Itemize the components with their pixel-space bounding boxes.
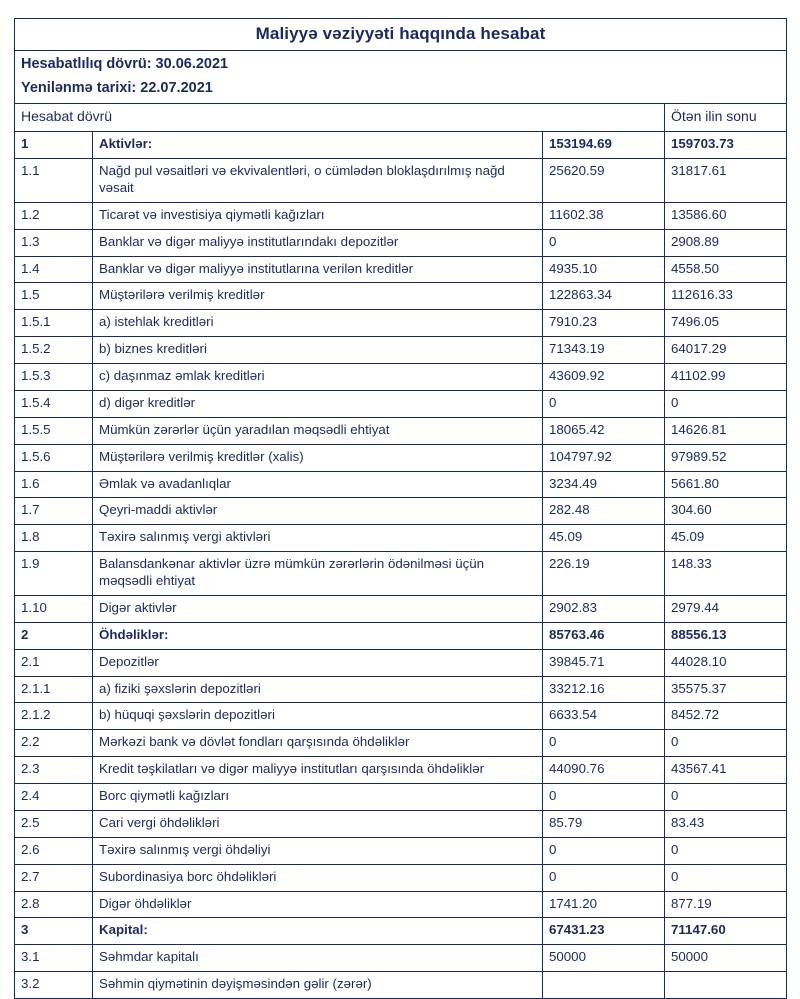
row-name: Səhmin qiymətinin dəyişməsindən gəlir (zərər)	[93, 972, 543, 999]
row-current: 71343.19	[543, 337, 665, 364]
row-code: 1.6	[15, 471, 93, 498]
reporting-period-row	[15, 50, 787, 78]
row-code: 2.3	[15, 757, 93, 784]
row-current: 85.79	[543, 810, 665, 837]
row-previous: 50000	[665, 945, 787, 972]
financial-position-report-table	[14, 18, 787, 999]
table-row	[15, 891, 787, 918]
table-row	[15, 417, 787, 444]
row-current: 4935.10	[543, 256, 665, 283]
row-current: 50000	[543, 945, 665, 972]
row-name: Subordinasiya borc öhdəlikləri	[93, 864, 543, 891]
table-row	[15, 864, 787, 891]
row-code: 1.8	[15, 525, 93, 552]
row-name: Cari vergi öhdəlikləri	[93, 810, 543, 837]
row-previous: 0	[665, 864, 787, 891]
table-row	[15, 132, 787, 159]
table-row	[15, 202, 787, 229]
row-current: 3234.49	[543, 471, 665, 498]
table-row	[15, 784, 787, 811]
row-current: 67431.23	[543, 918, 665, 945]
report-title: Maliyyə vəziyyəti haqqında hesabat	[15, 19, 787, 51]
table-row	[15, 972, 787, 999]
row-code: 2.7	[15, 864, 93, 891]
row-name: Təxirə salınmış vergi aktivləri	[93, 525, 543, 552]
row-current: 282.48	[543, 498, 665, 525]
row-previous: 83.43	[665, 810, 787, 837]
row-current: 0	[543, 229, 665, 256]
row-name: Balansdankənar aktivlər üzrə mümkün zərərlərin ödənilməsi üçün məqsədli ehtiyat	[93, 552, 543, 596]
row-current: 0	[543, 784, 665, 811]
row-current	[543, 972, 665, 999]
row-name: Kredit təşkilatları və digər maliyyə institutları qarşısında öhdəliklər	[93, 757, 543, 784]
row-name: Qeyri-maddi aktivlər	[93, 498, 543, 525]
table-row	[15, 622, 787, 649]
report-body	[15, 19, 787, 999]
row-code: 1.5.4	[15, 390, 93, 417]
row-name: Depozitlər	[93, 649, 543, 676]
table-row	[15, 390, 787, 417]
table-row	[15, 552, 787, 596]
row-code: 2.6	[15, 837, 93, 864]
row-code: 3.2	[15, 972, 93, 999]
row-previous: 2979.44	[665, 595, 787, 622]
row-previous: 112616.33	[665, 283, 787, 310]
row-current: 33212.16	[543, 676, 665, 703]
row-name: Banklar və digər maliyyə institutlarına verilən kreditlər	[93, 256, 543, 283]
row-name: c) daşınmaz əmlak kreditləri	[93, 364, 543, 391]
table-row	[15, 945, 787, 972]
row-name: Borc qiymətli kağızları	[93, 784, 543, 811]
table-row	[15, 364, 787, 391]
row-previous: 35575.37	[665, 676, 787, 703]
row-previous: 64017.29	[665, 337, 787, 364]
table-row	[15, 918, 787, 945]
table-row	[15, 837, 787, 864]
row-code: 1.7	[15, 498, 93, 525]
row-code: 1.5.6	[15, 444, 93, 471]
row-current: 39845.71	[543, 649, 665, 676]
row-current: 43609.92	[543, 364, 665, 391]
row-previous: 43567.41	[665, 757, 787, 784]
row-name: b) hüquqi şəxslərin depozitləri	[93, 703, 543, 730]
row-current: 45.09	[543, 525, 665, 552]
row-code: 2.4	[15, 784, 93, 811]
row-name: Əmlak və avadanlıqlar	[93, 471, 543, 498]
table-row	[15, 283, 787, 310]
table-row	[15, 525, 787, 552]
row-previous: 148.33	[665, 552, 787, 596]
row-current: 1741.20	[543, 891, 665, 918]
row-previous: 4558.50	[665, 256, 787, 283]
row-name: b) biznes kreditləri	[93, 337, 543, 364]
row-current: 18065.42	[543, 417, 665, 444]
table-row	[15, 676, 787, 703]
table-row	[15, 757, 787, 784]
row-previous: 41102.99	[665, 364, 787, 391]
row-previous: 44028.10	[665, 649, 787, 676]
row-code: 1.2	[15, 202, 93, 229]
row-current: 226.19	[543, 552, 665, 596]
row-previous	[665, 972, 787, 999]
row-current: 122863.34	[543, 283, 665, 310]
table-row	[15, 229, 787, 256]
row-name: Mümkün zərərlər üçün yaradılan məqsədli ehtiyat	[93, 417, 543, 444]
row-previous: 7496.05	[665, 310, 787, 337]
row-code: 2.2	[15, 730, 93, 757]
row-previous: 8452.72	[665, 703, 787, 730]
row-name: Mərkəzi bank və dövlət fondları qarşısında öhdəliklər	[93, 730, 543, 757]
row-previous: 877.19	[665, 891, 787, 918]
row-previous: 0	[665, 784, 787, 811]
row-name: a) fiziki şəxslərin depozitləri	[93, 676, 543, 703]
table-row	[15, 730, 787, 757]
row-previous: 71147.60	[665, 918, 787, 945]
row-name: Kapital:	[93, 918, 543, 945]
row-previous: 5661.80	[665, 471, 787, 498]
row-previous: 45.09	[665, 525, 787, 552]
table-row	[15, 471, 787, 498]
row-code: 2.8	[15, 891, 93, 918]
row-name: Digər öhdəliklər	[93, 891, 543, 918]
row-current: 25620.59	[543, 159, 665, 203]
row-previous: 159703.73	[665, 132, 787, 159]
row-code: 1.1	[15, 159, 93, 203]
table-row	[15, 310, 787, 337]
row-code: 2.1.2	[15, 703, 93, 730]
column-header-period: Hesabat dövrü	[15, 104, 665, 132]
column-header-previous: Ötən ilin sonu	[665, 104, 787, 132]
row-current: 6633.54	[543, 703, 665, 730]
row-code: 2.1.1	[15, 676, 93, 703]
row-previous: 97989.52	[665, 444, 787, 471]
row-code: 1.5.3	[15, 364, 93, 391]
row-current: 0	[543, 730, 665, 757]
row-current: 85763.46	[543, 622, 665, 649]
updated-date-row	[15, 78, 787, 104]
row-code: 1	[15, 132, 93, 159]
row-previous: 0	[665, 390, 787, 417]
row-name: Aktivlər:	[93, 132, 543, 159]
row-previous: 88556.13	[665, 622, 787, 649]
table-row	[15, 256, 787, 283]
row-previous: 0	[665, 837, 787, 864]
row-previous: 2908.89	[665, 229, 787, 256]
table-row	[15, 703, 787, 730]
row-code: 1.9	[15, 552, 93, 596]
row-code: 1.5	[15, 283, 93, 310]
row-current: 0	[543, 837, 665, 864]
row-code: 1.5.5	[15, 417, 93, 444]
row-code: 3	[15, 918, 93, 945]
table-row	[15, 498, 787, 525]
row-name: Səhmdar kapitalı	[93, 945, 543, 972]
row-code: 1.10	[15, 595, 93, 622]
table-row	[15, 595, 787, 622]
row-previous: 31817.61	[665, 159, 787, 203]
row-previous: 14626.81	[665, 417, 787, 444]
row-code: 1.5.2	[15, 337, 93, 364]
row-previous: 0	[665, 730, 787, 757]
row-current: 0	[543, 864, 665, 891]
row-name: Banklar və digər maliyyə institutlarındakı depozitlər	[93, 229, 543, 256]
row-code: 3.1	[15, 945, 93, 972]
row-name: Digər aktivlər	[93, 595, 543, 622]
row-name: Ticarət və investisiya qiymətli kağızları	[93, 202, 543, 229]
column-header-row	[15, 104, 787, 132]
table-row	[15, 337, 787, 364]
row-name: Müştərilərə verilmiş kreditlər (xalis)	[93, 444, 543, 471]
row-current: 2902.83	[543, 595, 665, 622]
table-row	[15, 444, 787, 471]
title-row	[15, 19, 787, 51]
row-code: 1.5.1	[15, 310, 93, 337]
row-name: Müştərilərə verilmiş kreditlər	[93, 283, 543, 310]
row-previous: 13586.60	[665, 202, 787, 229]
row-code: 2.1	[15, 649, 93, 676]
row-name: a) istehlak kreditləri	[93, 310, 543, 337]
row-current: 0	[543, 390, 665, 417]
row-code: 1.4	[15, 256, 93, 283]
row-code: 2	[15, 622, 93, 649]
table-row	[15, 810, 787, 837]
row-code: 1.3	[15, 229, 93, 256]
row-code: 2.5	[15, 810, 93, 837]
row-name: Təxirə salınmış vergi öhdəliyi	[93, 837, 543, 864]
row-name: d) digər kreditlər	[93, 390, 543, 417]
row-current: 11602.38	[543, 202, 665, 229]
row-current: 44090.76	[543, 757, 665, 784]
row-current: 104797.92	[543, 444, 665, 471]
row-name: Öhdəliklər:	[93, 622, 543, 649]
row-current: 7910.23	[543, 310, 665, 337]
row-previous: 304.60	[665, 498, 787, 525]
row-current: 153194.69	[543, 132, 665, 159]
reporting-period-label: Hesabatlılıq dövrü: 30.06.2021	[15, 50, 787, 78]
table-row	[15, 159, 787, 203]
table-row	[15, 649, 787, 676]
updated-date-label: Yenilənmə tarixi: 22.07.2021	[15, 78, 787, 104]
row-name: Nağd pul vəsaitləri və ekvivalentləri, o cümlədən bloklaşdırılmış nağd vəsait	[93, 159, 543, 203]
